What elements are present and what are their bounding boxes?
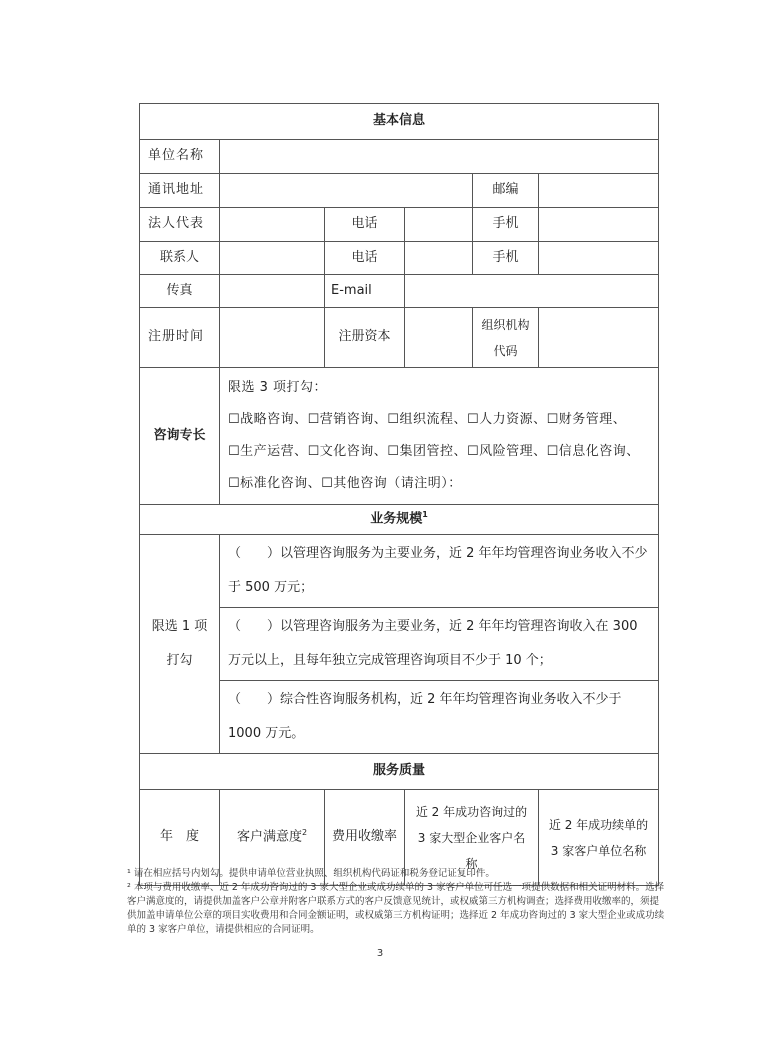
col-top3-clients-header: 近 2 年成功咨询过的 3 家大型企业客户名称 (405, 790, 539, 886)
business-scale-label-line2: 打勾 (166, 653, 193, 668)
footnote-ref-1: 1 (422, 510, 428, 520)
fax-label: 传真 (140, 275, 220, 308)
reg-time-label: 注册时间 (140, 308, 220, 368)
footnote-2: ² 本项与费用收缴率、近 2 年成功咨询过的 3 家大型企业或成功续单的 3 家客户单位可任选一项提供数据和相关证明材料。选择客户满意度的，请提供加盖客户公章并附客户联系方式的客户反馈意见统计，或权威第三方机构调查；选择费用收缴率的，须提供加盖申请单位公章的项目实收费用和合同金额证明，或权威第三方机构证明；选择近 2 年成功咨询过的 3 家大型企业或成功续单的 3 家客户单位，请提供相应的合同证明。 (127, 882, 665, 935)
contact-mobile-label: 手机 (473, 242, 539, 275)
address-field[interactable] (220, 174, 473, 208)
business-option-1[interactable]: （ ）以管理咨询服务为主要业务，近 2 年年均管理咨询业务收入不少于 500 万元； (220, 535, 659, 608)
expertise-line[interactable]: ☐战略咨询、☐营销咨询、☐组织流程、☐人力资源、☐财务管理、 (228, 412, 627, 427)
section-basic-info-title: 基本信息 (140, 104, 659, 140)
email-label: E-mail (325, 275, 405, 308)
footnotes (127, 867, 667, 937)
expertise-line: 限选 3 项打勾： (228, 380, 328, 395)
legal-rep-phone-field[interactable] (405, 208, 473, 242)
org-code-label (473, 308, 539, 368)
fax-field[interactable] (220, 275, 325, 308)
reg-capital-label: 注册资本 (325, 308, 405, 368)
col-fee-rate-header: 费用收缴率 (325, 790, 405, 886)
expertise-line[interactable]: ☐标准化咨询、☐其他咨询（请注明）： (228, 476, 462, 491)
col-renewal-clients-header: 近 2 年成功续单的 3 家客户单位名称 (539, 790, 659, 886)
page-number: 3 (376, 948, 384, 959)
legal-rep-mobile-field[interactable] (539, 208, 659, 242)
reg-time-field[interactable] (220, 308, 325, 368)
section-business-scale-title (140, 505, 659, 535)
contact-phone-field[interactable] (405, 242, 473, 275)
expertise-label: 咨询专长 (140, 368, 220, 505)
business-scale-label (140, 535, 220, 754)
expertise-options[interactable] (220, 368, 659, 505)
email-field[interactable] (405, 275, 659, 308)
application-form-table (139, 103, 659, 886)
legal-rep-field[interactable] (220, 208, 325, 242)
contact-phone-label: 电话 (325, 242, 405, 275)
postcode-field[interactable] (539, 174, 659, 208)
section-service-quality-title: 服务质量 (140, 754, 659, 790)
contact-field[interactable] (220, 242, 325, 275)
legal-rep-mobile-label: 手机 (473, 208, 539, 242)
address-label: 通讯地址 (140, 174, 220, 208)
org-code-label-line1: 组织机构 (481, 317, 530, 332)
postcode-label: 邮编 (473, 174, 539, 208)
contact-mobile-field[interactable] (539, 242, 659, 275)
legal-rep-phone-label: 电话 (325, 208, 405, 242)
business-option-3[interactable]: （ ）综合性咨询服务机构，近 2 年年均管理咨询业务收入不少于 1000 万元。 (220, 681, 659, 754)
legal-rep-label: 法人代表 (140, 208, 220, 242)
reg-capital-field[interactable] (405, 308, 473, 368)
expertise-line[interactable]: ☐生产运营、☐文化咨询、☐集团管控、☐风险管理、☐信息化咨询、 (228, 444, 640, 459)
contact-label: 联系人 (140, 242, 220, 275)
org-code-field[interactable] (539, 308, 659, 368)
business-scale-title-text: 业务规模 (370, 511, 423, 527)
business-scale-label-line1: 限选 1 项 (151, 619, 208, 634)
business-option-2[interactable]: （ ）以管理咨询服务为主要业务，近 2 年年均管理咨询收入在 300 万元以上，且每年独立完成管理咨询项目不少于 10 个； (220, 608, 659, 681)
unit-name-field[interactable] (220, 140, 659, 174)
org-code-label-line2: 代码 (493, 343, 518, 358)
footnote-ref-2: 2 (301, 828, 308, 838)
unit-name-label: 单位名称 (140, 140, 220, 174)
footnote-1: ¹ 请在相应括号内划勾。提供申请单位营业执照、组织机构代码证和税务登记证复印件。 (127, 868, 495, 879)
col-satisfaction-text: 客户满意度 (236, 829, 302, 845)
col-year-header: 年 度 (140, 790, 220, 886)
